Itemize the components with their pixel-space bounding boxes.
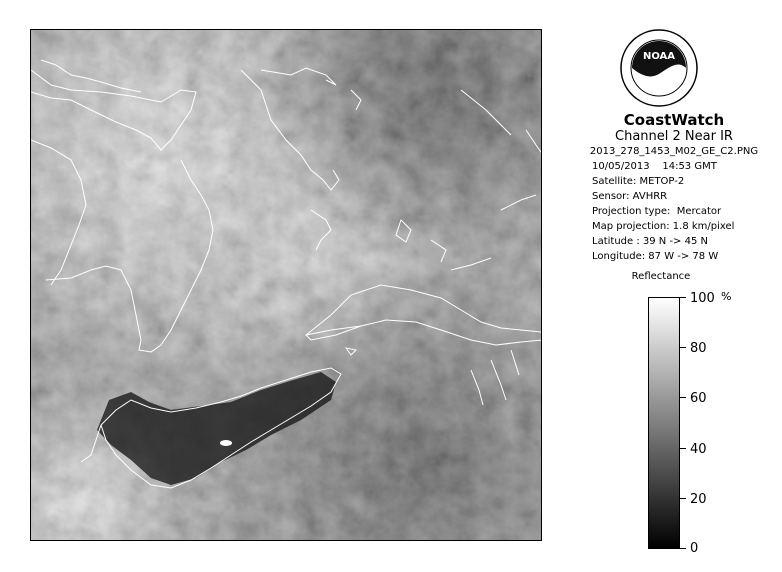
info-panel xyxy=(566,112,782,264)
satellite: Satellite: METOP-2 xyxy=(592,176,685,187)
tick-label-0: 0 xyxy=(690,541,699,556)
noaa-logo-icon xyxy=(619,28,699,108)
satellite-image xyxy=(30,29,542,541)
tick-20 xyxy=(680,498,686,499)
tick-label-100: 100 xyxy=(690,291,715,306)
tick-80 xyxy=(680,347,686,348)
map-projection: Map projection: 1.8 km/pixel xyxy=(592,221,735,232)
tick-60 xyxy=(680,397,686,398)
projection-type: Projection type: Mercator xyxy=(592,206,722,217)
tick-100 xyxy=(680,297,686,298)
satellite-imagery-svg xyxy=(31,30,542,541)
tick-label-40: 40 xyxy=(690,442,707,457)
latitude: Latitude : 39 N -> 45 N xyxy=(592,236,708,247)
tick-40 xyxy=(680,448,686,449)
filename: 2013_278_1453_M02_GE_C2.PNG xyxy=(589,146,759,157)
noaa-logo xyxy=(619,28,699,108)
reflectance-colorbar xyxy=(648,297,680,549)
sensor: Sensor: AVHRR xyxy=(592,191,668,202)
longitude: Longitude: 87 W -> 78 W xyxy=(592,251,719,262)
tick-label-20: 20 xyxy=(690,492,707,507)
tick-0 xyxy=(680,548,686,549)
scale-unit: % xyxy=(721,290,732,303)
metadata-block xyxy=(566,144,782,264)
tick-label-80: 80 xyxy=(690,341,707,356)
subtitle: Channel 2 Near IR xyxy=(615,129,733,144)
logo-text: NOAA xyxy=(642,51,676,62)
tick-label-60: 60 xyxy=(690,391,707,406)
scale-title: Reflectance xyxy=(631,271,691,282)
title: CoastWatch xyxy=(623,111,725,129)
datetime: 10/05/2013 14:53 GMT xyxy=(592,161,717,172)
